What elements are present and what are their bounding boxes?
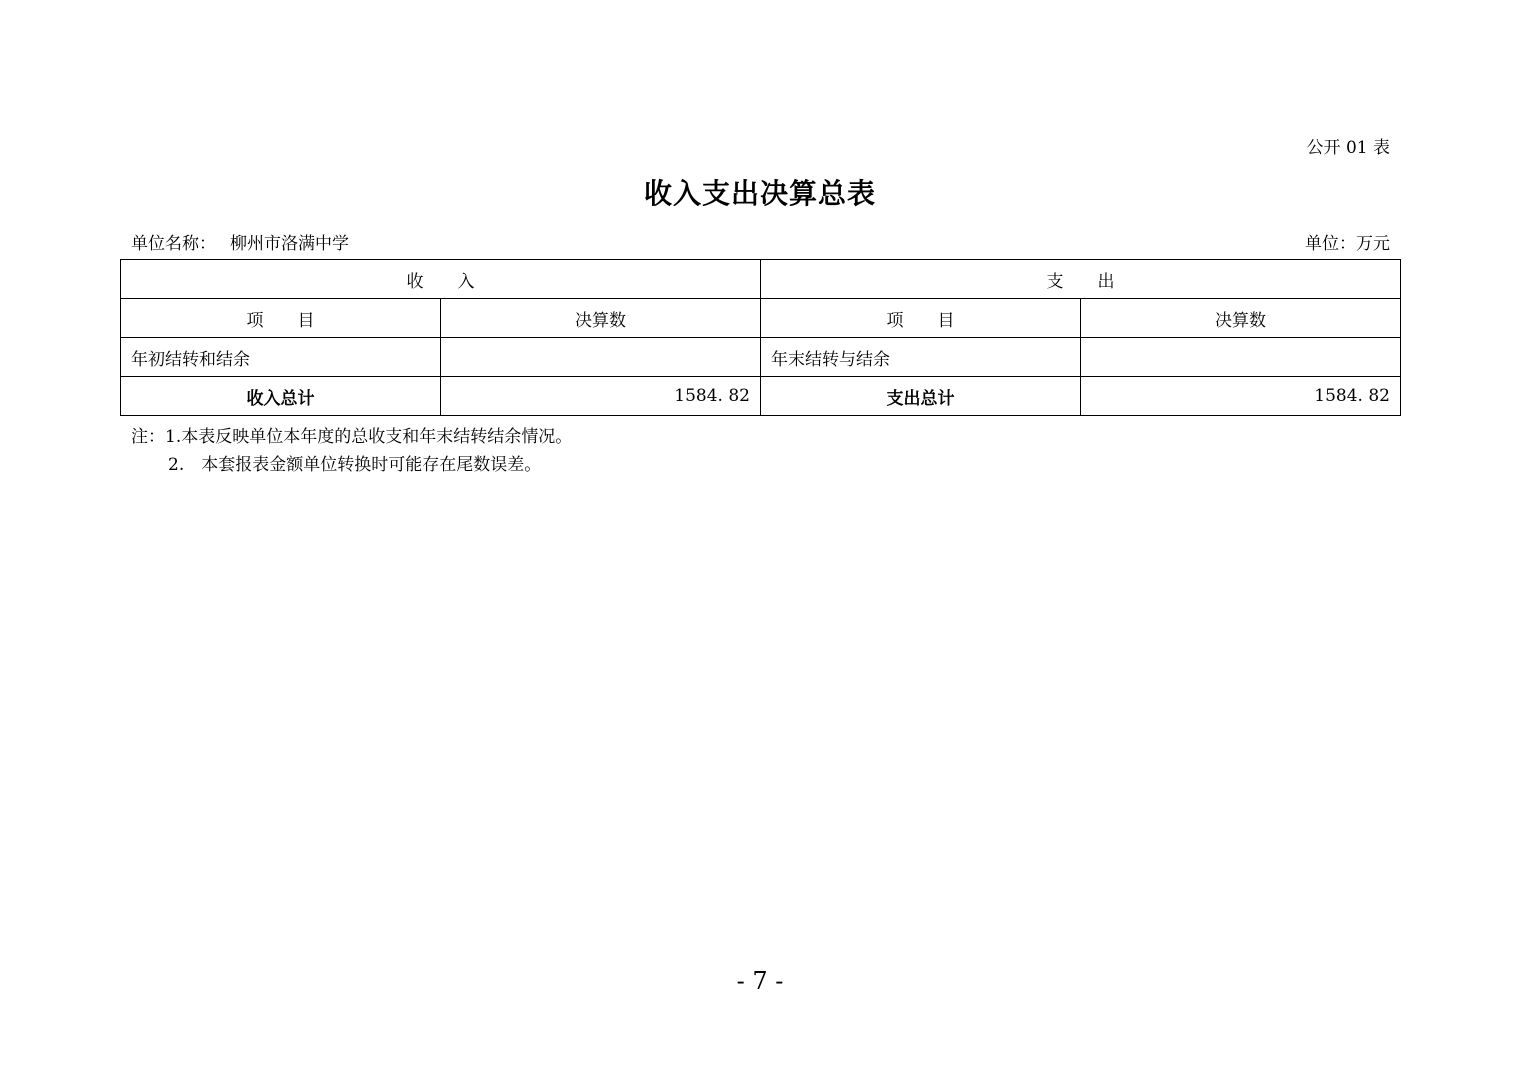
page-title: 收入支出决算总表: [643, 177, 876, 210]
income-amount-header: 决算数: [441, 299, 761, 338]
income-total-label: 收入总计: [121, 377, 441, 416]
unit-label: 单位名称：: [131, 234, 216, 254]
expense-item-cell: 年末结转与结余: [761, 338, 1081, 377]
income-section-header: 收 入: [121, 260, 761, 299]
income-item-cell: 年初结转和结余: [121, 338, 441, 377]
total-row: [121, 377, 1401, 416]
budget-table: [120, 259, 1401, 416]
unit-info: [131, 229, 349, 254]
table-notes: [131, 423, 572, 479]
form-number: 公开 01 表: [1306, 138, 1390, 158]
note-1: 注：1.本表反映单位本年度的总收支和年末结转结余情况。: [131, 427, 573, 447]
expense-amount-header: 决算数: [1081, 299, 1401, 338]
column-header-row: [121, 299, 1401, 338]
expense-total-amount: 1584. 82: [1081, 377, 1401, 416]
income-amount-cell: [441, 338, 761, 377]
section-header-row: [121, 260, 1401, 299]
income-total-amount: 1584. 82: [441, 377, 761, 416]
unit-name: 柳州市洛满中学: [230, 234, 349, 254]
expense-section-header: 支 出: [761, 260, 1401, 299]
expense-amount-cell: [1081, 338, 1401, 377]
table-row: [121, 338, 1401, 377]
page-number: - 7 -: [736, 967, 784, 995]
expense-item-header: 项 目: [761, 299, 1081, 338]
income-item-header: 项 目: [121, 299, 441, 338]
note-2: 2. 本套报表金额单位转换时可能存在尾数误差。: [168, 455, 542, 475]
expense-total-label: 支出总计: [761, 377, 1081, 416]
money-unit: 单位：万元: [1305, 234, 1390, 254]
